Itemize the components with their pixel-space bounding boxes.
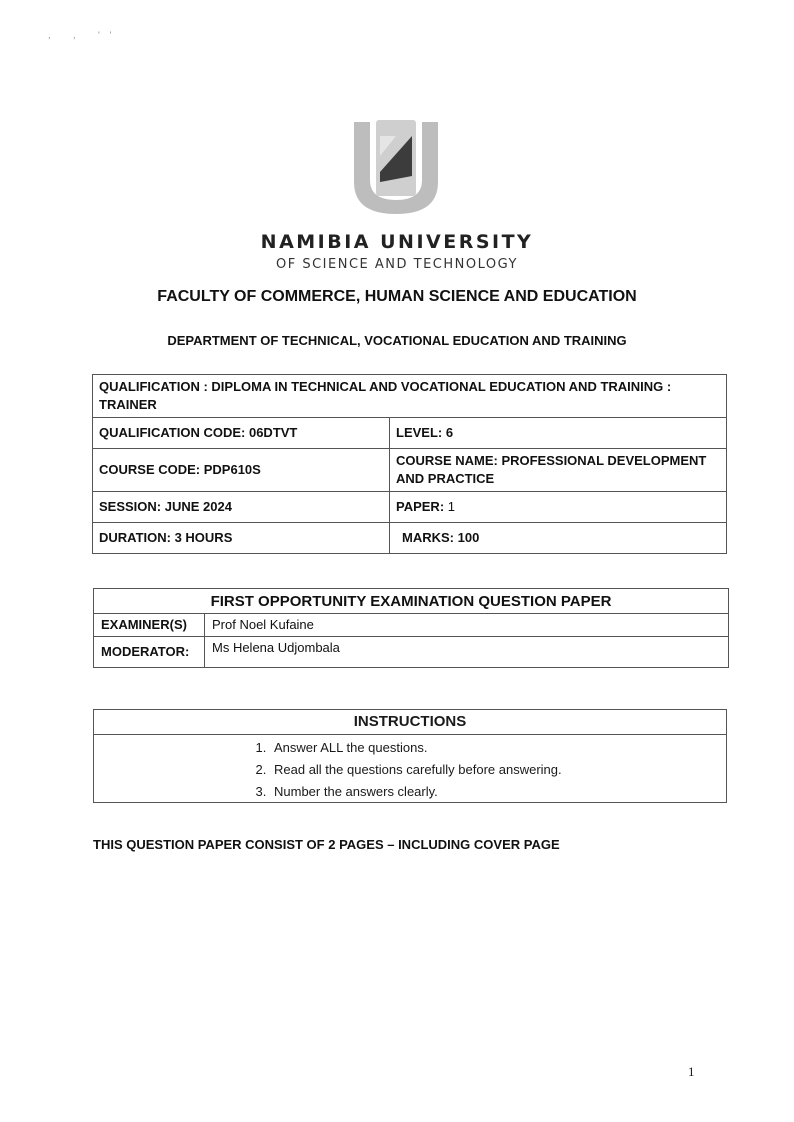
qualification-code-cell: QUALIFICATION CODE: 06DTVT xyxy=(93,418,390,449)
marks-cell: MARKS: 100 xyxy=(390,523,727,554)
exam-title: FIRST OPPORTUNITY EXAMINATION QUESTION PAPER xyxy=(94,589,729,614)
instructions-title: INSTRUCTIONS xyxy=(94,710,726,735)
session-cell: SESSION: JUNE 2024 xyxy=(93,492,390,523)
university-subtitle: OF SCIENCE AND TECHNOLOGY xyxy=(276,257,518,272)
moderator-value: Ms Helena Udjombala xyxy=(205,637,729,668)
instruction-item: 2. Read all the questions carefully before answering. xyxy=(270,759,726,781)
qualification-cell: QUALIFICATION : DIPLOMA IN TECHNICAL AND VOCATIONAL EDUCATION AND TRAINING : TRAINER xyxy=(93,375,727,418)
course-name-cell: COURSE NAME: PROFESSIONAL DEVELOPMENT AND PRACTICE xyxy=(390,449,727,492)
instruction-item: 1. Answer ALL the questions. xyxy=(270,737,726,759)
instructions-box xyxy=(93,709,727,803)
instruction-item: 3. Number the answers clearly. xyxy=(270,781,726,803)
examiner-label: EXAMINER(S) xyxy=(94,614,205,637)
department-title: DEPARTMENT OF TECHNICAL, VOCATIONAL EDUCATION AND TRAINING xyxy=(167,333,627,348)
examination-table xyxy=(93,588,729,668)
university-logo xyxy=(348,116,444,218)
paper-label: PAPER: xyxy=(396,499,445,514)
university-name: NAMIBIA UNIVERSITY xyxy=(260,231,534,253)
examiner-value: Prof Noel Kufaine xyxy=(205,614,729,637)
scan-specks: , , '' xyxy=(48,30,122,40)
instructions-list xyxy=(94,737,726,803)
level-cell: LEVEL: 6 xyxy=(390,418,727,449)
faculty-title: FACULTY OF COMMERCE, HUMAN SCIENCE AND EDUCATION xyxy=(157,288,637,305)
course-code-cell: COURSE CODE: PDP610S xyxy=(93,449,390,492)
page-number: 1 xyxy=(688,1064,695,1079)
moderator-label: MODERATOR: xyxy=(94,637,205,668)
qualification-table xyxy=(92,374,727,554)
page-count-note: THIS QUESTION PAPER CONSIST OF 2 PAGES – INCLUDING COVER PAGE xyxy=(93,837,560,852)
duration-cell: DURATION: 3 HOURS xyxy=(93,523,390,554)
paper-value: 1 xyxy=(447,499,456,514)
paper-cell xyxy=(390,492,727,523)
